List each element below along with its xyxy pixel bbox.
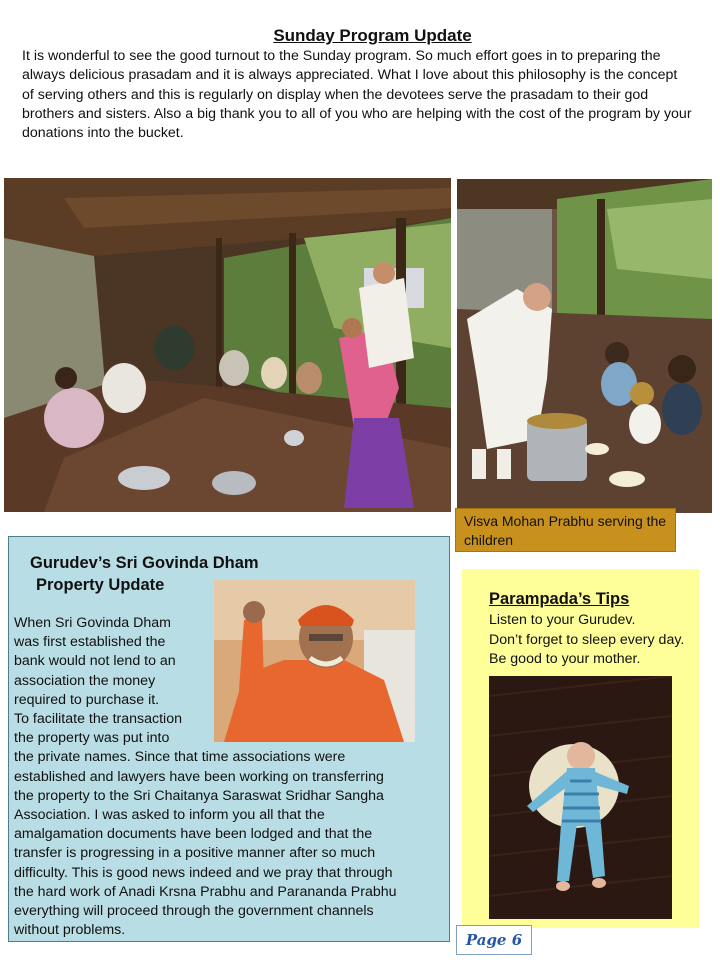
tip-item: Don’t forget to sleep every day.	[489, 631, 685, 648]
sleeping-child-photo-illustration	[489, 676, 672, 919]
property-update-line: the hard work of Anadi Krsna Prabhu and Parananda Prabhu	[14, 883, 397, 900]
article-body: It is wonderful to see the good turnout to the Sunday program. So much effort goes in to preparing the always delicious prasadam and it is always appreciated. What I love about this philosophy is the concept of serving others and this is regularly on display when the devotees serve the prasadam to their god brothers and sisters. Also a big thank you to all of you who are helping with the cost of the program by your donations into the bucket.	[22, 48, 692, 142]
tip-item: Be good to your mother.	[489, 651, 641, 667]
serving-photo	[457, 179, 712, 513]
property-update-body	[14, 614, 448, 940]
property-update-line: everything will proceed through the government channels	[14, 903, 374, 920]
property-update-line: Association. I was asked to inform you all that the	[14, 807, 325, 824]
veranda-photo-illustration	[4, 178, 451, 512]
property-update-line: the private names. Since that time associations were	[14, 749, 346, 766]
property-update-line: difficulty. This is good news indeed and we pray that through	[14, 864, 393, 881]
article-title: Sunday Program Update	[273, 26, 472, 45]
tips-title: Parampada’s Tips	[489, 590, 630, 608]
property-update-title: Gurudev’s Sri Govinda Dham	[30, 554, 259, 572]
property-update-title-line2: Property Update	[36, 576, 165, 594]
property-update-line: required to purchase it.	[14, 691, 160, 708]
property-update-line: the property to the Sri Chaitanya Saraswat Sridhar Sangha	[14, 787, 384, 804]
property-update-line: association the money	[14, 672, 156, 689]
property-update-line: established and lawyers have been working on transferring	[14, 768, 384, 785]
property-update-line: To facilitate the transaction	[14, 711, 182, 728]
tip-item: Listen to your Gurudev.	[489, 612, 636, 628]
page-number: Page 6	[456, 925, 532, 955]
property-update-line: bank would not lend to an	[14, 653, 176, 670]
property-update-line: transfer is progressing in a positive manner after so much	[14, 845, 376, 862]
property-update-line: was first established the	[14, 634, 166, 651]
property-update-line: the property was put into	[14, 730, 170, 747]
sleeping-child-photo	[489, 676, 672, 919]
serving-photo-illustration	[457, 179, 712, 513]
property-update-line: without problems.	[14, 922, 126, 939]
photo-caption: Visva Mohan Prabhu serving the children	[455, 508, 676, 552]
property-update-line: When Sri Govinda Dham	[14, 615, 171, 631]
property-update-line: amalgamation documents have been lodged and that the	[14, 826, 373, 843]
tips-list	[489, 611, 684, 670]
veranda-photo	[4, 178, 451, 512]
